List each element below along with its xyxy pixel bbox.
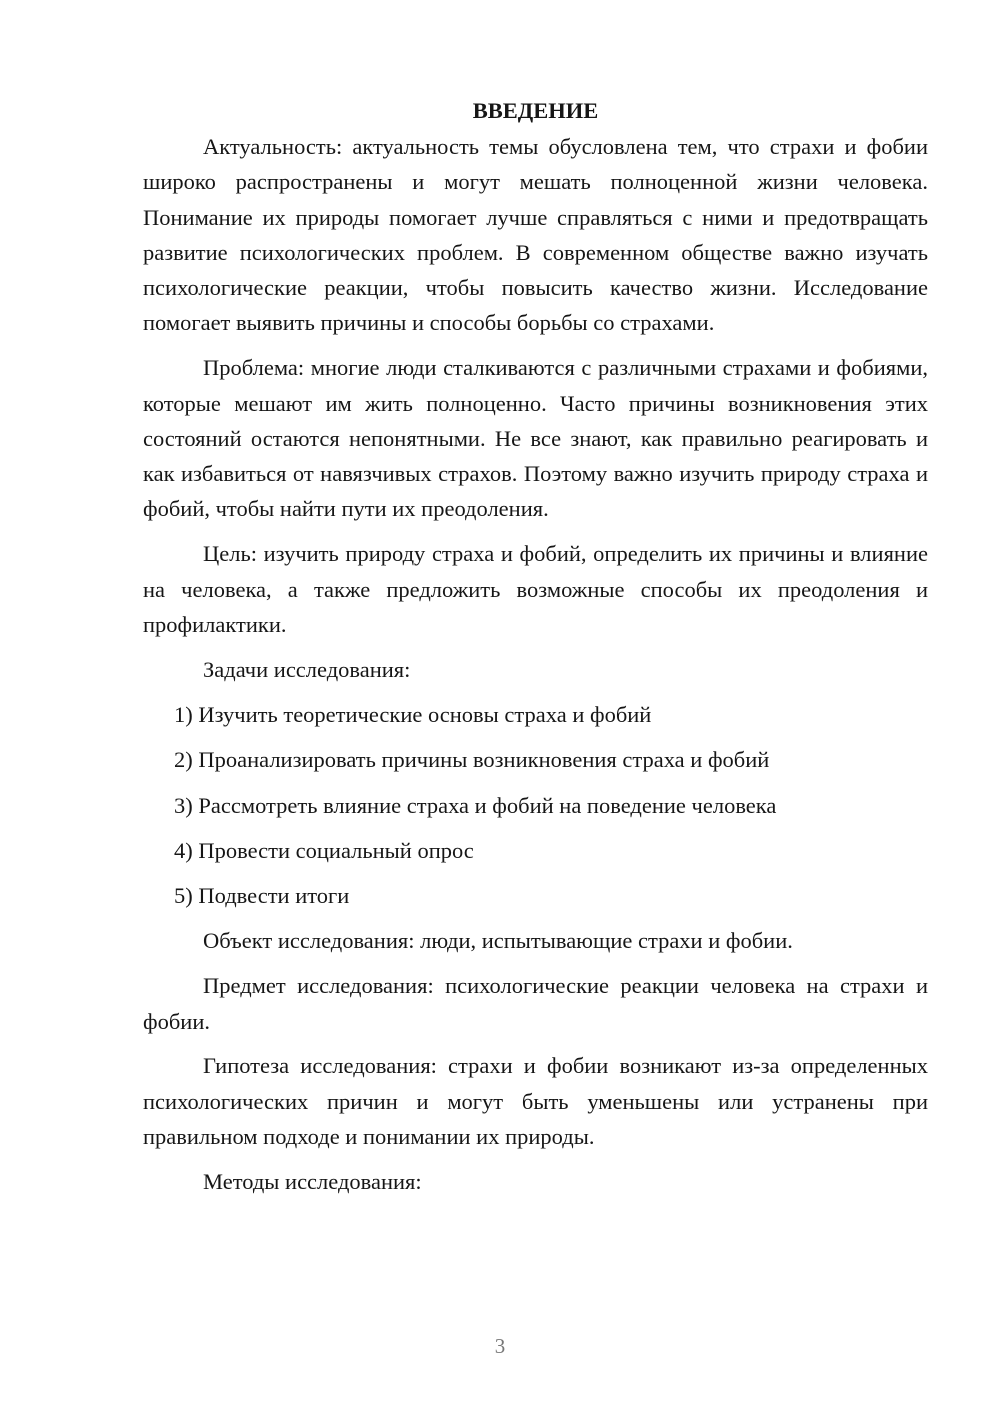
task-item: 2) Проанализировать причины возникновения страха и фобий	[174, 747, 770, 773]
paragraph-subject: Предмет исследования: психологические реакции человека на страхи и фобии.	[143, 973, 928, 1034]
section-title: ВВЕДЕНИЕ	[472, 98, 599, 123]
paragraph-object: Объект исследования: люди, испытывающие страхи и фобии.	[203, 928, 793, 954]
methods-heading: Методы исследования:	[203, 1168, 422, 1194]
page-number: 3	[494, 1334, 506, 1358]
paragraph-relevance: Актуальность: актуальность темы обусловлена тем, что страхи и фобии широко распространены и могут мешать полноценной жизни человека. Понимание их природы помогает лучше справляться с ними и предотвращать развитие психологических проблем. В современном обществе важно изучать психологические реакции, чтобы повысить качество жизни. Исследование помогает выявить причины и способы борьбы со страхами.	[143, 134, 928, 336]
paragraph-problem: Проблема: многие люди сталкиваются с различными страхами и фобиями, которые мешают им жить полноценно. Часто причины возникновения этих состояний остаются непонятными. Не все знают, как правильно реагировать и как избавиться от навязчивых страхов. Поэтому важно изучить природу страха и фобий, чтобы найти пути их преодоления.	[143, 355, 928, 522]
task-item: 3) Рассмотреть влияние страха и фобий на поведение человека	[174, 792, 777, 818]
paragraph-goal: Цель: изучить природу страха и фобий, определить их причины и влияние на человека, а также предложить возможные способы их преодоления и профилактики.	[143, 541, 928, 637]
tasks-heading: Задачи исследования:	[203, 656, 411, 682]
task-item: 5) Подвести итоги	[174, 883, 350, 909]
paragraph-hypothesis: Гипотеза исследования: страхи и фобии возникают из-за определенных психологических причин и могут быть уменьшены или устранены при правильном подходе и понимании их природы.	[143, 1053, 928, 1149]
task-item: 1) Изучить теоретические основы страха и фобий	[174, 701, 652, 727]
document-page	[143, 93, 928, 1209]
tasks-list	[143, 697, 928, 913]
task-item: 4) Провести социальный опрос	[174, 837, 474, 863]
